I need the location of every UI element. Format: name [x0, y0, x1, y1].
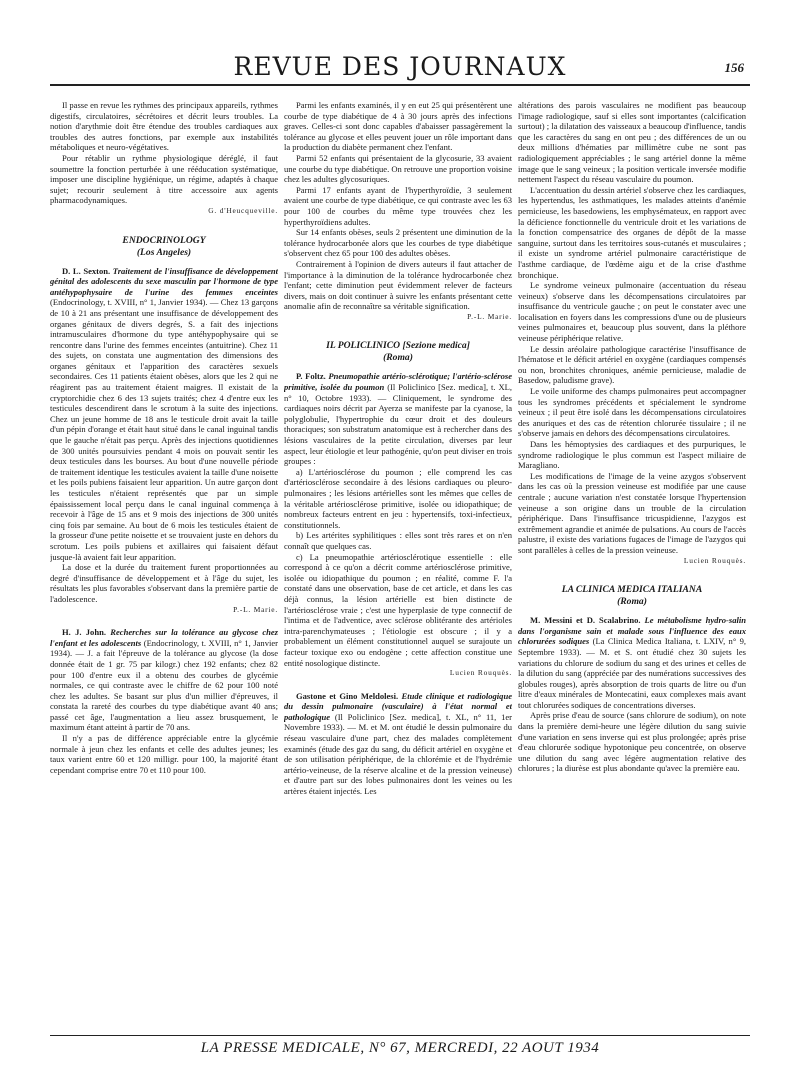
column-2: [284, 100, 512, 1030]
paragraph: L'accentuation du dessin artériel s'observe chez les cardiaques, les hypertendus, les asthmatiques, les malades atteints d'anémie pernicieuse, les basedowiens, les emphysémateux, en rapport avec la déficience fonctionnelle du ventricule droit et les variations de la fonction compensatrice des organes de dépôt de la masse sanguine, surtout dans les territoires sous-cutanés et musculaires ; il existe un syndrome artériel pulmonaire caractéristique de l'asthme cardiaque, de l'œdème aigu et de la crise d'asthme bronchique.: [518, 184, 746, 280]
section-subheading: (Los Angeles): [136, 246, 192, 258]
signature: P.-L. Marie.: [467, 311, 512, 321]
signature: Lucien Rouquès.: [683, 555, 746, 565]
section-heading: LA CLINICA MEDICA ITALIANA: [561, 584, 703, 596]
article-author: P. Foltz.: [296, 371, 326, 382]
page-header: [50, 52, 750, 84]
article-title: Le métabolisme hydro-salin dans l'organisme sain et malade sous l'influence des eaux chlorurées sodiques: [518, 615, 746, 647]
paragraph: Parmi les enfants examinés, il y en eut 25 qui présentèrent une courbe de type diabétique de 4 à 30 jours après des infections graves. Celles-ci sont donc capables d'abaisser passagèrement la tolérance au glycose et elles peuvent jouer un rôle important dans la production du diabète permanent chez l'enfant.: [284, 100, 512, 153]
section-heading: ENDOCRINOLOGY: [122, 234, 206, 246]
article-reference: (La Clinica Medica Italiana, t. LXIV, n° 9, Septembre 1933).: [518, 636, 746, 657]
article-author: H. J. John.: [62, 627, 106, 638]
paragraph: Il passe en revue les rythmes des principaux appareils, rythmes digestifs, circulatoires, sécrétoires et décrit leurs troubles. La notion d'arythmie doit être étendue des troubles cardiaques aux troubles des autres fonctions, par exemple aux instabilités métaboliques et neuro-végétatives.: [50, 100, 278, 153]
article-reference: (Endocrinology, t. XVIII, n° 1, Janvier 1934).: [50, 297, 208, 308]
article-reference: (Endocrinology, t. XVIII, n° 1, Janvier 1934).: [50, 637, 278, 659]
article-body: — Chez 13 garçons de 10 à 21 ans présentant une insuffisance de développement des organes génitaux de divers degrés, S. a fait des injections intramusculaires d'hormone du type antéhypophysaire qui se rencontre dans l'urine des femmes enceintes (antuitrine). Chez 11 des sujets, on constata une augmentation des dimensions des organes génitaux et l'apparition des caractères sexuels secondaires. Ces 11 patients étaient obèses, alors que les 2 qui ne réagirent pas au traitement étaient maigres. Il existait de la cryptorchidie chez 6 des 13 sujets traités; chez 4 d'entre eux les testicules descendirent dans le scrotum à la suite des injections. Chez un jeune homme de 18 ans le testicule droit avait la taille d'un pépin d'orange et était haut situé dans le canal inguinal tandis que le gauche n'était pas perçu. Après des injections quotidiennes de 300 unités poursuivies pendant 4 mois on pouvait sentir les deux testicules dans les bourses. Au bout d'une nouvelle période de traitement identique les testicules avaient la taille d'une noisette et les poils pubiens faisaient leur apparition. Un autre garçon dont les testicules n'étaient représentés que par un simple épaississement local perçu dans le canal inguinal commença à recevoir à l'âge de 15 ans et 9 mois des injections de 300 unités cinq fois par semaine. Au bout de 6 mois les testicules étaient de la grosseur d'une petite noisette et se trouvaient juste en dehors du scrotum. Les poils pubiens et axillaires qui faisaient défaut jusque-là avaient fait leur apparition.: [50, 297, 278, 562]
paragraph: La dose et la durée du traitement furent proportionnées au degré d'insuffisance de développement et à l'âge du sujet, les résultats les plus favorables s'observant dans la première partie de l'adolescence.: [50, 562, 278, 604]
article-paragraph: [518, 615, 746, 710]
signature: P.-L. Marie.: [233, 604, 278, 614]
article-body: — Cliniquement, le syndrome des cardiaques noirs décrit par Ayerza se manifeste par la cyanose, la polyglobulie, l'hypertrophie du cœur droit et des douleurs thoraciques; son substratum anatomique est à rechercher dans des lésions vasculaires de la petite circulation, diverses par leur aspect, leur étiologie et leur pathogénie, qu'on peut diviser en trois groupes :: [284, 392, 512, 467]
article-body: — M. et M. ont étudié le dessin pulmonaire du réseau vasculaire d'une part, chez des malades complètement examinés (étude des gaz du sang, du déficit artériel en oxygène et de son utilisation périphérique, de la chlorémie et de l'hydrémie artério-veineuse, de la réserve alcaline et de la pression veineuse) et d'autre part sur des lobes pulmonaires dont les veines ou les artères étaient injectés. Les: [284, 722, 512, 797]
footer-publication-line: LA PRESSE MEDICALE, N° 67, MERCREDI, 22 AOUT 1934: [200, 1040, 600, 1056]
paragraph: Dans les hémoptysies des cardiaques et des purpuriques, le syndrome radiologique le plus commun est l'aspect miliaire de Maragliano.: [518, 439, 746, 471]
paragraph: altérations des parois vasculaires ne modifient pas beaucoup l'image radiologique, sauf si elles sont importantes (calcification surtout) ; la dilatation des vaisseaux a beaucoup d'influence, tandis que les caractères du sang en ont peu ; des différences de un ou deux millions d'hématies par millimètre cube ne sont pas radiologiquement appréciables ; le sang artériel donne la même image que le sang veineux ; la position verticale inversée modifie nettement l'aspect du réseau vasculaire du poumon.: [518, 100, 746, 185]
journal-section-title: REVUE DES JOURNAUX: [233, 52, 567, 81]
column-1: [50, 100, 278, 1030]
list-item: a) L'artériosclérose du poumon ; elle comprend les cas d'artériosclérose secondaire à des lésions cardiaques ou pleuro-pulmonaires ; les lésions artérielles sont les mêmes que celles de la véritable artériosclérose primitive, isolée ou idiopathique; de nombreux facteurs entrent en jeu : hypertensifs, toxi-infectieux, constitutionnels.: [284, 466, 512, 530]
article-paragraph: [284, 691, 512, 797]
article-reference: (Il Policlinico [Sez. medica], t. XL, n° 11, 1er Novembre 1933).: [284, 711, 512, 733]
paragraph: Le voile uniforme des champs pulmonaires peut accompagner tous les syndromes précédents et spécialement le syndrome veineux ; il peut être isolé dans les décompensations circulatoires des anuriques et des cas de rétention chlorurée tissulaire ; il ne s'observe jamais en dehors des décompensations circulatoires.: [518, 386, 746, 439]
list-item: b) Les artérites syphilitiques : elles sont très rares et on n'en connaît que quelques cas.: [284, 530, 512, 551]
article-body: — J. a fait l'épreuve de la tolérance au glycose (la dose donnée était de 1 gr. 75 par kilogr.) chez 192 enfants; chez 82 pour 100 d'entre eux il a obtenu des courbes de glycémie normales, ce qui contraste avec le chiffre de 62 pour 100 noté chez les adultes. Se basant sur plus d'un millier d'épreuves, il constata la rareté des courbes du type diabétique avant 40 ans; passé cet âge, l'augmentation a lieu assez brusquement, le maximum étant atteint à partir de 70 ans.: [50, 648, 278, 733]
article-author: Gastone et Gino Meldolesi.: [296, 690, 399, 701]
article-paragraph: [50, 266, 278, 563]
paragraph: Parmi 52 enfants qui présentaient de la glycosurie, 33 avaient une courbe du type diabétique. On retrouve une proportion voisine chez les adultes glycosuriques.: [284, 152, 512, 185]
article-paragraph: [50, 627, 278, 733]
paragraph: Parmi 17 enfants ayant de l'hyperthyroïdie, 3 seulement avaient une courbe de type diabétique, ce qui contraste avec les 63 pour 100 de courbes du même type trouvées chez les hyperthyroïdiens adultes.: [284, 184, 512, 227]
paragraph: Contrairement à l'opinion de divers auteurs il faut attacher de l'importance à la diminution de la tolérance hydrocarbonée chez l'enfant; cette diminution peut évidemment relever de facteurs divers, mais on doit continuer à suivre les enfants présentant cette anomalie afin de reconnaître sa véritable signification.: [284, 258, 512, 312]
paragraph: Il n'y a pas de différence appréciable entre la glycémie normale à jeun chez les enfants et celle des adultes jeunes; les taux varient entre 60 et 120 milligr. pour 100, la majorité étant cependant comprise entre 70 et 110 pour 100.: [50, 733, 278, 775]
page-number: 156: [724, 60, 744, 75]
article-reference: (Il Policlinico [Sez. medica], t. XL, n° 10, Octobre 1933).: [284, 382, 512, 403]
article-title: Pneumopathie artério-sclérotique; l'artério-sclérose primitive, isolée du poumon: [284, 371, 512, 393]
lesion-groups-list: [284, 467, 512, 668]
paragraph: Le syndrome veineux pulmonaire (accentuation du réseau veineux) s'observe dans les décompensations circulatoires par insuffisance du ventricule gauche ; on peut le constater avec une localisation en foyers dans les compressions d'une ou de plusieurs veines pulmonaires et, beaucoup plus souvent, dans la pléthore veineuse périphérique relative.: [518, 280, 746, 344]
paragraph: Pour rétablir un rythme physiologique déréglé, il faut soumettre la fonction perturbée à une rééducation systématique, imposer une discipline hygiénique, un régime, adaptés à chaque sujet; recourir seulement à titre accessoire aux agents pharmacodynamiques.: [50, 152, 278, 206]
paragraph: Le dessin aréolaire pathologique caractérise l'insuffisance de l'hématose et le déficit artériel en oxygène (cardiaques compensés ou non, bronchites chroniques, anémie pernicieuse, maladie de Basedow, paludisme grave).: [518, 343, 746, 386]
page-footer: [50, 1035, 750, 1056]
paragraph: Sur 14 enfants obèses, seuls 2 présentent une diminution de la tolérance hydrocarbonée alors que les courbes de type diabétique s'observent chez 65 pour 100 des adultes obèses.: [284, 227, 512, 259]
section-subheading: (Roma): [617, 596, 647, 608]
article-title: Recherches sur la tolérance au glycose chez l'enfant et les adolescents: [50, 627, 278, 648]
article-title: Traitement de l'insuffisance de développement génital des adolescents du sexe masculin par l'hormone de type antéhypophysaire de l'urine des femmes enceintes: [50, 265, 278, 297]
signature: Lucien Rouquès.: [449, 668, 512, 678]
article-author: M. Messini et D. Scalabrino.: [530, 615, 641, 626]
article-title: Etude clinique et radiologique du dessin pulmonaire (vasculaire) à l'état normal et pathologique: [284, 690, 512, 722]
paragraph: Les modifications de l'image de la veine azygos s'observent dans les cas où la pression veineuse est modifiée par une cause centrale ; aucune variation n'est constatée lorsque l'hypertension veineuse a son origine dans un trouble de la circulation périphérique. Dans l'insuffisance tricuspidienne, l'azygos est extrêmement agrandie et animée de pulsations. Au cours de l'accès palustre, il existe des variations fugaces de l'image de l'azygos qui sont parallèles à celles de la pression veineuse.: [518, 470, 746, 555]
article-author: D. L. Sexton.: [62, 265, 111, 276]
section-heading: IL POLICLINICO [Sezione medica]: [326, 340, 470, 352]
header-rule: [50, 84, 750, 86]
signature: G. d'Heucqueville.: [208, 205, 278, 215]
paragraph: Après prise d'eau de source (sans chlorure de sodium), on note dans la première demi-heure une légère dilution du sang suivie d'une variation en sens inverse qui est plus prolongée; après prise d'eau chlorurée sodique hypotonique peu concentrée, on observe une dilution du sang avec légère augmentation relative des chlorures ; la diurèse est plus abondante qu'avec la première eau.: [518, 710, 746, 774]
section-subheading: (Roma): [383, 352, 413, 364]
column-3: [518, 100, 746, 1030]
article-paragraph: [284, 371, 512, 466]
list-item: c) La pneumopathie artériosclérotique essentielle : elle correspond à ce qu'on a décrit comme artériosclérose primitive, isolée ou idiopathique du poumon ; en réalité, comme F. l'a constaté dans une observation, base de cet article, et dans les cas déjà connus, la lésion artérielle est bien distincte de l'artériosclérose vraie ; c'est une hyperplasie de type connectif de l'intima et de l'adventice, avec sclérose oblitérante des artérioles intra-parenchymateuses ; l'étiologie est obscure ; il y a probablement un élément constitutionnel auquel se surajoute un facteur toxique exo ou endogène ; cette affection constitue une entité nosologique distincte.: [284, 551, 512, 668]
article-body: — M. et S. ont étudié chez 30 sujets les variations du chlorure de sodium du sang et des urines et celles de la dilution du sang (appréciée par des numérations successives des globules rouges), après absorption de trois quarts de litre ou d'un litre d'eaux minérales de Montecatini, eaux complexes mais avant tout chlorurées sodiques de concentrations diverses.: [518, 646, 746, 710]
